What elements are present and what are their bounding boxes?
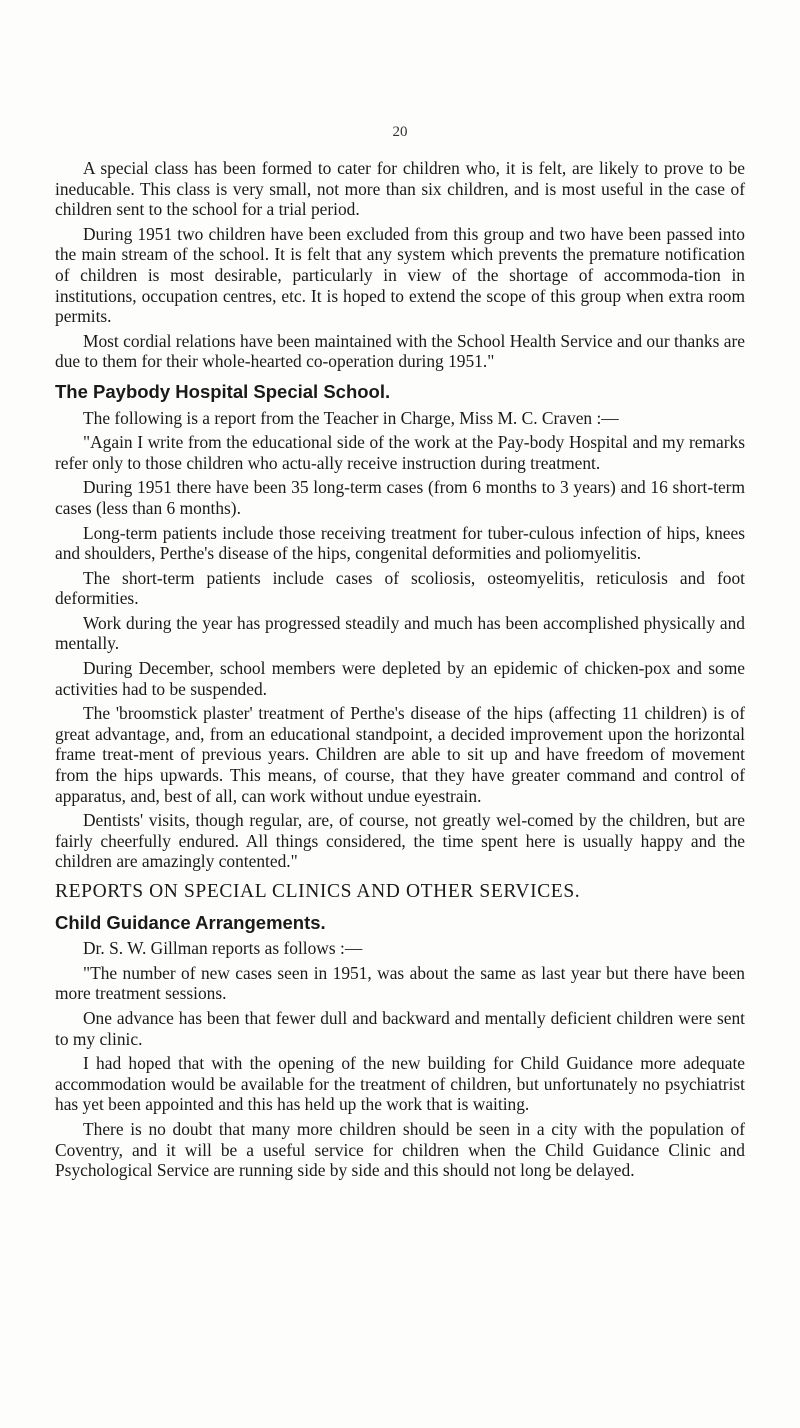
section-heading-paybody: The Paybody Hospital Special School. — [55, 380, 391, 402]
paragraph: The following is a report from the Teacher in Charge, Miss M. C. Craven :— — [83, 407, 619, 428]
paragraph: "The number of new cases seen in 1951, was about the same as last year but there have been more treatment sessions. — [55, 962, 745, 1004]
paragraph: During December, school members were depleted by an epidemic of chicken-pox and some activities had to be suspended. — [55, 658, 745, 699]
paragraph: The 'broomstick plaster' treatment of Perthe's disease of the hips (affecting 11 children) is of great advantage, and, from an educational standpoint, a decided improvement upon the horizontal frame treat-ment of previous years. Children are able to sit up and have freedom of movement from the hips upwards. This means, of course, that they have greater command and control of apparatus, and, best of all, can work without undue eyestrain. — [55, 703, 745, 806]
paragraph: A special class has been formed to cater for children who, it is felt, are likely to prove to be ineducable. This class is very small, not more than six children, and is most useful in the case of children sent to the school for a trial period. — [55, 158, 745, 220]
paragraph: Long-term patients include those receiving treatment for tuber-culous infection of hips, knees and shoulders, Perthe's disease of the hips, congenital deformities and poliomyelitis. — [55, 522, 745, 564]
paragraph: Most cordial relations have been maintained with the School Health Service and our thanks are due to them for their whole-hearted co-operation during 1951." — [55, 330, 745, 372]
paragraph: The short-term patients include cases of scoliosis, osteomyelitis, reticulosis and foot deformities. — [55, 567, 745, 609]
paragraph: Dr. S. W. Gillman reports as follows :— — [83, 938, 363, 959]
section-heading-reports: REPORTS ON SPECIAL CLINICS AND OTHER SERVICES. — [55, 881, 581, 902]
page-number: 20 — [392, 124, 408, 140]
paragraph: One advance has been that fewer dull and backward and mentally deficient children were sent to my clinic. — [55, 1007, 745, 1049]
paragraph: Work during the year has progressed steadily and much has been accomplished physically and mentally. — [55, 612, 745, 654]
paragraph: During 1951 two children have been excluded from this group and two have been passed into the main stream of the school. It is felt that any system which prevents the premature notification of children is most desirable, particularly in view of the shortage of accommoda-tion in institutions, occupation centres, etc. It is hoped to extend the scope of this group when extra room permits. — [55, 223, 745, 327]
paragraph: Dentists' visits, though regular, are, of course, not greatly wel-comed by the children, but are fairly cheerfully endured. All things considered, the time spent here is usually happy and the children are amazingly contented." — [55, 810, 745, 872]
paragraph: There is no doubt that many more children should be seen in a city with the population of Coventry, and it will be a useful service for children when the Child Guidance Clinic and Psychological Service are running side by side and this should not long be delayed. — [55, 1118, 745, 1181]
paragraph: I had hoped that with the opening of the new building for Child Guidance more adequate accommodation would be available for the treatment of children, but unfortunately no psychiatrist has yet been appointed and this has held up the work that is waiting. — [55, 1053, 745, 1115]
paragraph: "Again I write from the educational side of the work at the Pay-body Hospital and my remarks refer only to those children who actu-ally receive instruction during treatment. — [55, 432, 745, 473]
page-body — [55, 158, 745, 1185]
subsection-heading-child-guidance: Child Guidance Arrangements. — [55, 911, 326, 933]
paragraph: During 1951 there have been 35 long-term cases (from 6 months to 3 years) and 16 short-term cases (less than 6 months). — [55, 477, 745, 518]
